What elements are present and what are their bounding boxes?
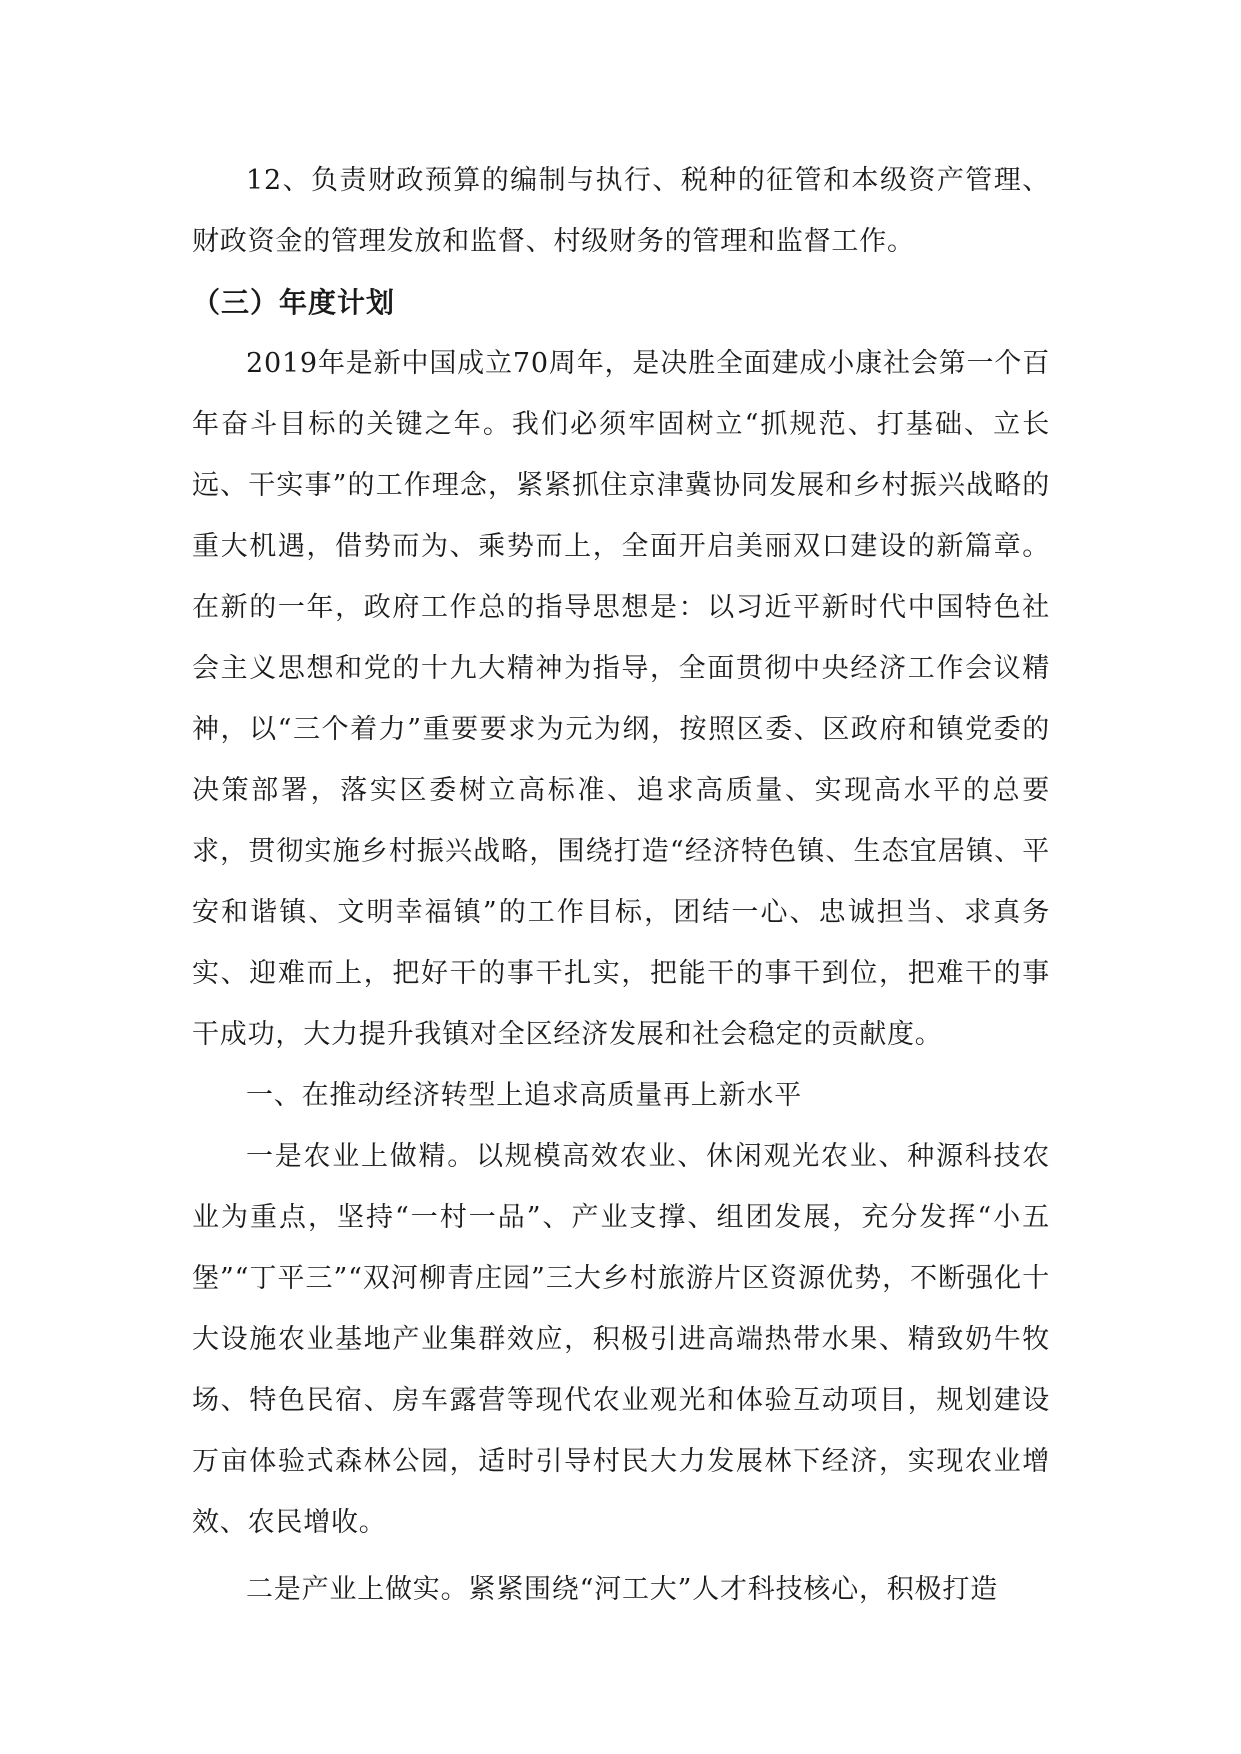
document-body (192, 150, 1050, 1620)
paragraph-item-12: 12、负责财政预算的编制与执行、税种的征管和本级资产管理、财政资金的管理发放和监督、村级财务的管理和监督工作。 (192, 165, 1050, 257)
intro-paragraph: 2019年是新中国成立70周年，是决胜全面建成小康社会第一个百年奋斗目标的关键之年。我们必须牢固树立“抓规范、打基础、立长远、干实事”的工作理念，紧紧抓住京津冀协同发展和乡村振兴战略的重大机遇，借势而为、乘势而上，全面开启美丽双口建设的新篇章。在新的一年，政府工作总的指导思想是：以习近平新时代中国特色社会主义思想和党的十九大精神为指导，全面贯彻中央经济工作会议精神，以“三个着力”重要要求为元为纲，按照区委、区政府和镇党委的决策部署，落实区委树立高标准、追求高质量、实现高水平的总要求，贯彻实施乡村振兴战略，围绕打造“经济特色镇、生态宜居镇、平安和谐镇、文明幸福镇”的工作目标，团结一心、忠诚担当、求真务实、迎难而上，把好干的事干扎实，把能干的事干到位，把难干的事干成功，大力提升我镇对全区经济发展和社会稳定的贡献度。 (192, 348, 1050, 1050)
industry-paragraph: 二是产业上做实。紧紧围绕“河工大”人才科技核心，积极打造 (246, 1574, 999, 1605)
agriculture-paragraph: 一是农业上做精。以规模高效农业、休闲观光农业、种源科技农业为重点，坚持“一村一品”、产业支撑、组团发展，充分发挥“小五堡”“丁平三”“双河柳青庄园”三大乡村旅游片区资源优势，不断强化十大设施农业基地产业集群效应，积极引进高端热带水果、精致奶牛牧场、特色民宿、房车露营等现代农业观光和体验互动项目，规划建设万亩体验式森林公园，适时引导村民大力发展林下经济，实现农业增效、农民增收。 (192, 1141, 1050, 1538)
subheading-economic-transformation: 一、在推动经济转型上追求高质量再上新水平 (246, 1080, 802, 1111)
section-heading-annual-plan: （三）年度计划 (192, 286, 396, 319)
